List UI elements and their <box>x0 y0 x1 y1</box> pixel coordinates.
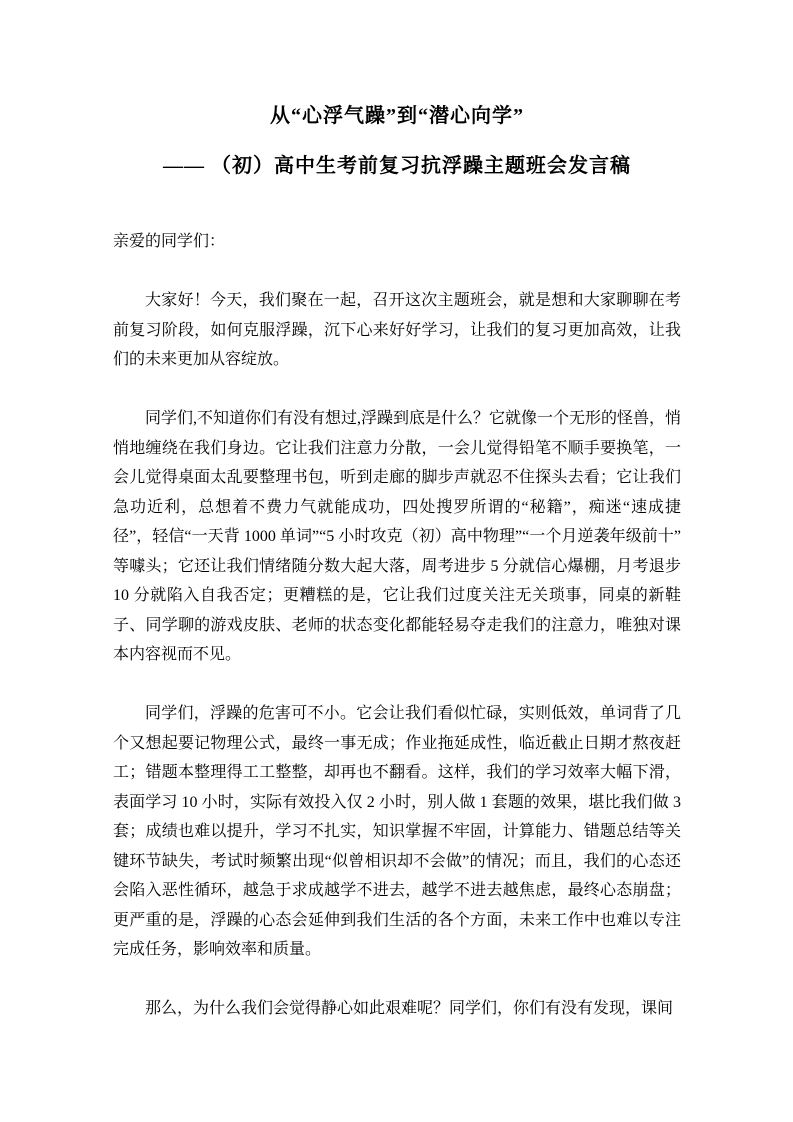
document-title: 从“心浮气躁”到“潜心向学” <box>270 105 524 127</box>
body-paragraph-2: 同学们,不知道你们有没有想过,浮躁到底是什么？它就像一个无形的怪兽，悄悄地缠绕在我们身边。它让我们注意力分散，一会儿觉得铅笔不顺手要换笔，一会儿觉得桌面太乱要整理书包，听到走廊的脚步声就忍不住探头去看；它让我们急功近利，总想着不费力气就能成功，四处搜罗所谓的“秘籍”，痴迷“速成捷径”，轻信“一天背 1000 单词”“5 小时攻克（初）高中物理”“一个月逆袭年级前十”等噱头；它还让我们情绪随分数大起大落，周考进步 5 分就信心爆棚，月考退步 10 分就陷入自我否定；更糟糕的是，它让我们过度关注无关琐事，同桌的新鞋子、同学聊的游戏皮肤、老师的状态变化都能轻易夺走我们的注意力，唯独对课本内容视而不见。 <box>113 410 682 663</box>
document-subtitle: —— （初）高中生考前复习抗浮躁主题班会发言稿 <box>163 155 631 177</box>
body-paragraph-3: 同学们，浮躁的危害可不小。它会让我们看似忙碌，实则低效，单词背了几个又想起要记物理公式，最终一事无成；作业拖延成性，临近截止日期才熬夜赶工；错题本整理得工工整整，却再也不翻看。这样，我们的学习效率大幅下滑，表面学习 10 小时，实际有效投入仅 2 小时，别人做 1 套题的效果，堪比我们做 3 套；成绩也难以提升，学习不扎实，知识掌握不牢固，计算能力、错题总结等关键环节缺失，考试时频繁出现“似曾相识却不会做”的情况；而且，我们的心态还会陷入恶性循环，越急于求成越学不进去，越学不进去越焦虑，最终心态崩盘；更严重的是，浮躁的心态会延伸到我们生活的各个方面，未来工作中也难以专注完成任务，影响效率和质量。 <box>113 705 681 958</box>
body-paragraph-4: 那么，为什么我们会觉得静心如此艰难呢？同学们，你们有没有发现，课间 <box>145 1000 674 1017</box>
body-paragraph-1: 大家好！今天，我们聚在一起，召开这次主题班会，就是想和大家聊聊在考前复习阶段，如何克服浮躁，沉下心来好好学习，让我们的复习更加高效，让我们的未来更加从容绽放。 <box>113 292 681 368</box>
salutation: 亲爱的同学们： <box>113 233 226 250</box>
